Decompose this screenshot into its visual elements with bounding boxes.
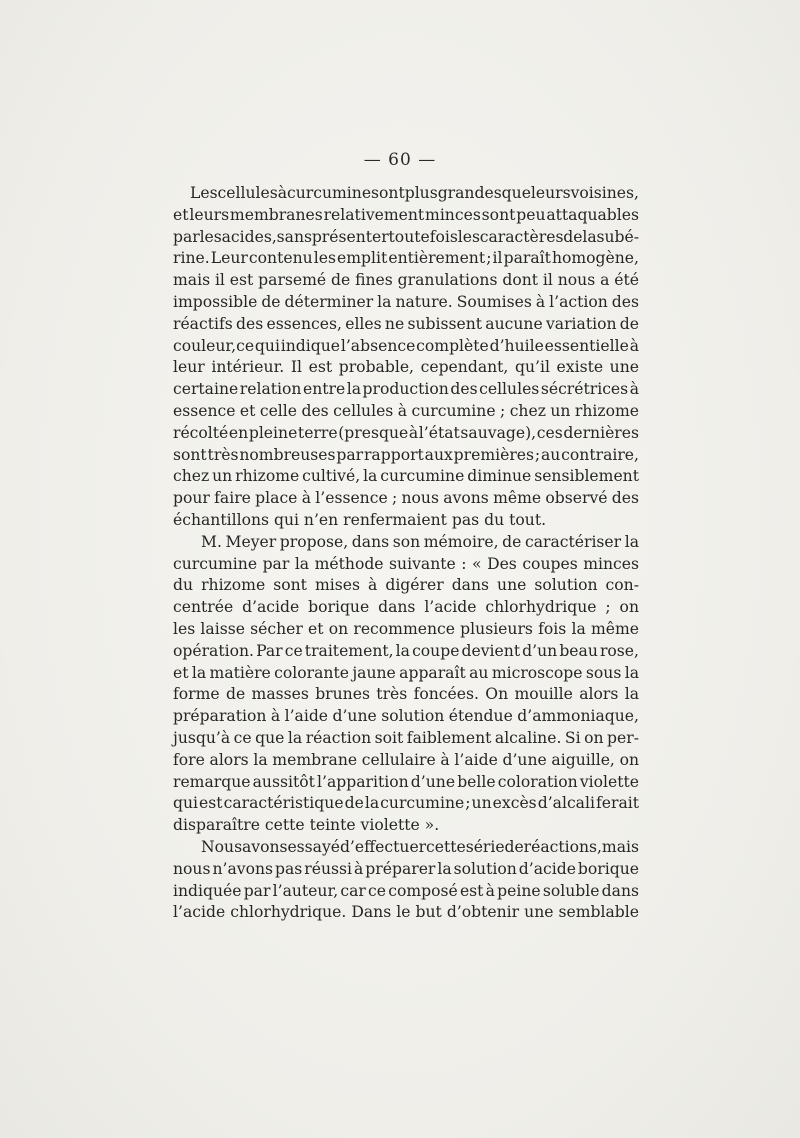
text-line: Nous avons essayé d’effectuer cette série de réactions, mais xyxy=(201,837,639,856)
text-line: chez un rhizome cultivé, la curcumine diminue sensiblement xyxy=(173,467,639,486)
text-line: essence et celle des cellules à curcumine ; chez un rhizome xyxy=(173,401,639,420)
text-line: opération. Par ce traitement, la coupe devient d’un beau rose, xyxy=(173,641,639,660)
text-line: fore alors la membrane cellulaire à l’aide d’une aiguille, on xyxy=(173,750,639,769)
text-line: Les cellules à curcumine sont plus grandes que leurs voisines, xyxy=(190,184,639,202)
text-line: et la matière colorante jaune apparaît au microscope sous la xyxy=(173,663,639,682)
text-line: sont très nombreuses par rapport aux premières ; au contraire, xyxy=(173,445,639,464)
text-line: leur intérieur. Il est probable, cependant, qu’il existe une xyxy=(173,358,639,377)
text-line: nous n’avons pas réussi à préparer la solution d’acide borique xyxy=(173,859,639,878)
text-line: récolté en pleine terre (presque à l’état sauvage), ces dernières xyxy=(173,423,639,442)
paragraph xyxy=(173,183,639,532)
paragraph xyxy=(173,837,639,924)
text-line: forme de masses brunes très foncées. On mouille alors la xyxy=(173,685,639,704)
text-line: les laisse sécher et on recommence plusieurs fois la même xyxy=(173,619,639,638)
text-line: pour faire place à l’essence ; nous avons même observé des xyxy=(173,489,639,508)
text-line: remarque aussitôt l’apparition d’une belle coloration violette xyxy=(173,772,639,791)
text-line: impossible de déterminer la nature. Soumises à l’action des xyxy=(173,292,639,311)
text-line: réactifs des essences, elles ne subissent aucune variation de xyxy=(173,314,639,333)
text-line: échantillons qui n’en renfermaient pas du tout. xyxy=(173,510,547,529)
text-line: M. Meyer propose, dans son mémoire, de caractériser la xyxy=(201,532,639,551)
text-line: qui est caractéristique de la curcumine ; un excès d’alcali ferait xyxy=(173,794,639,813)
text-line: mais il est parsemé de fines granulations dont il nous a été xyxy=(173,271,639,290)
text-line: jusqu’à ce que la réaction soit faiblement alcaline. Si on per- xyxy=(173,728,639,747)
text-line: l’acide chlorhydrique. Dans le but d’obtenir une semblable xyxy=(173,903,639,922)
paragraph xyxy=(173,532,639,837)
text-line: centrée d’acide borique dans l’acide chlorhydrique ; on xyxy=(173,598,639,617)
text-line: couleur,ce qui indique l’absence complète d’huile essentielle à xyxy=(173,336,639,355)
text-line: certaine relation entre la production des cellules sécrétrices à xyxy=(173,380,639,399)
text-line: rine. Leur contenu les emplit entièrement ; il paraît homogène, xyxy=(173,249,639,268)
text-line: préparation à l’aide d’une solution étendue d’ammoniaque, xyxy=(173,707,639,726)
page-number: — 60 — xyxy=(363,150,437,170)
text-line: indiquée par l’auteur, car ce composé est à peine soluble dans xyxy=(173,881,639,900)
body-text xyxy=(173,183,639,924)
text-line: curcumine par la méthode suivante : « Des coupes minces xyxy=(173,554,639,573)
text-line: disparaître cette teinte violette ». xyxy=(173,816,440,835)
text-line: et leurs membranes relativement minces sont peu attaquables xyxy=(173,205,639,224)
text-line: par les acides, sans présenter toutefois les caractères de la subé- xyxy=(173,227,639,246)
text-line: du rhizome sont mises à digérer dans une solution con- xyxy=(173,576,639,595)
